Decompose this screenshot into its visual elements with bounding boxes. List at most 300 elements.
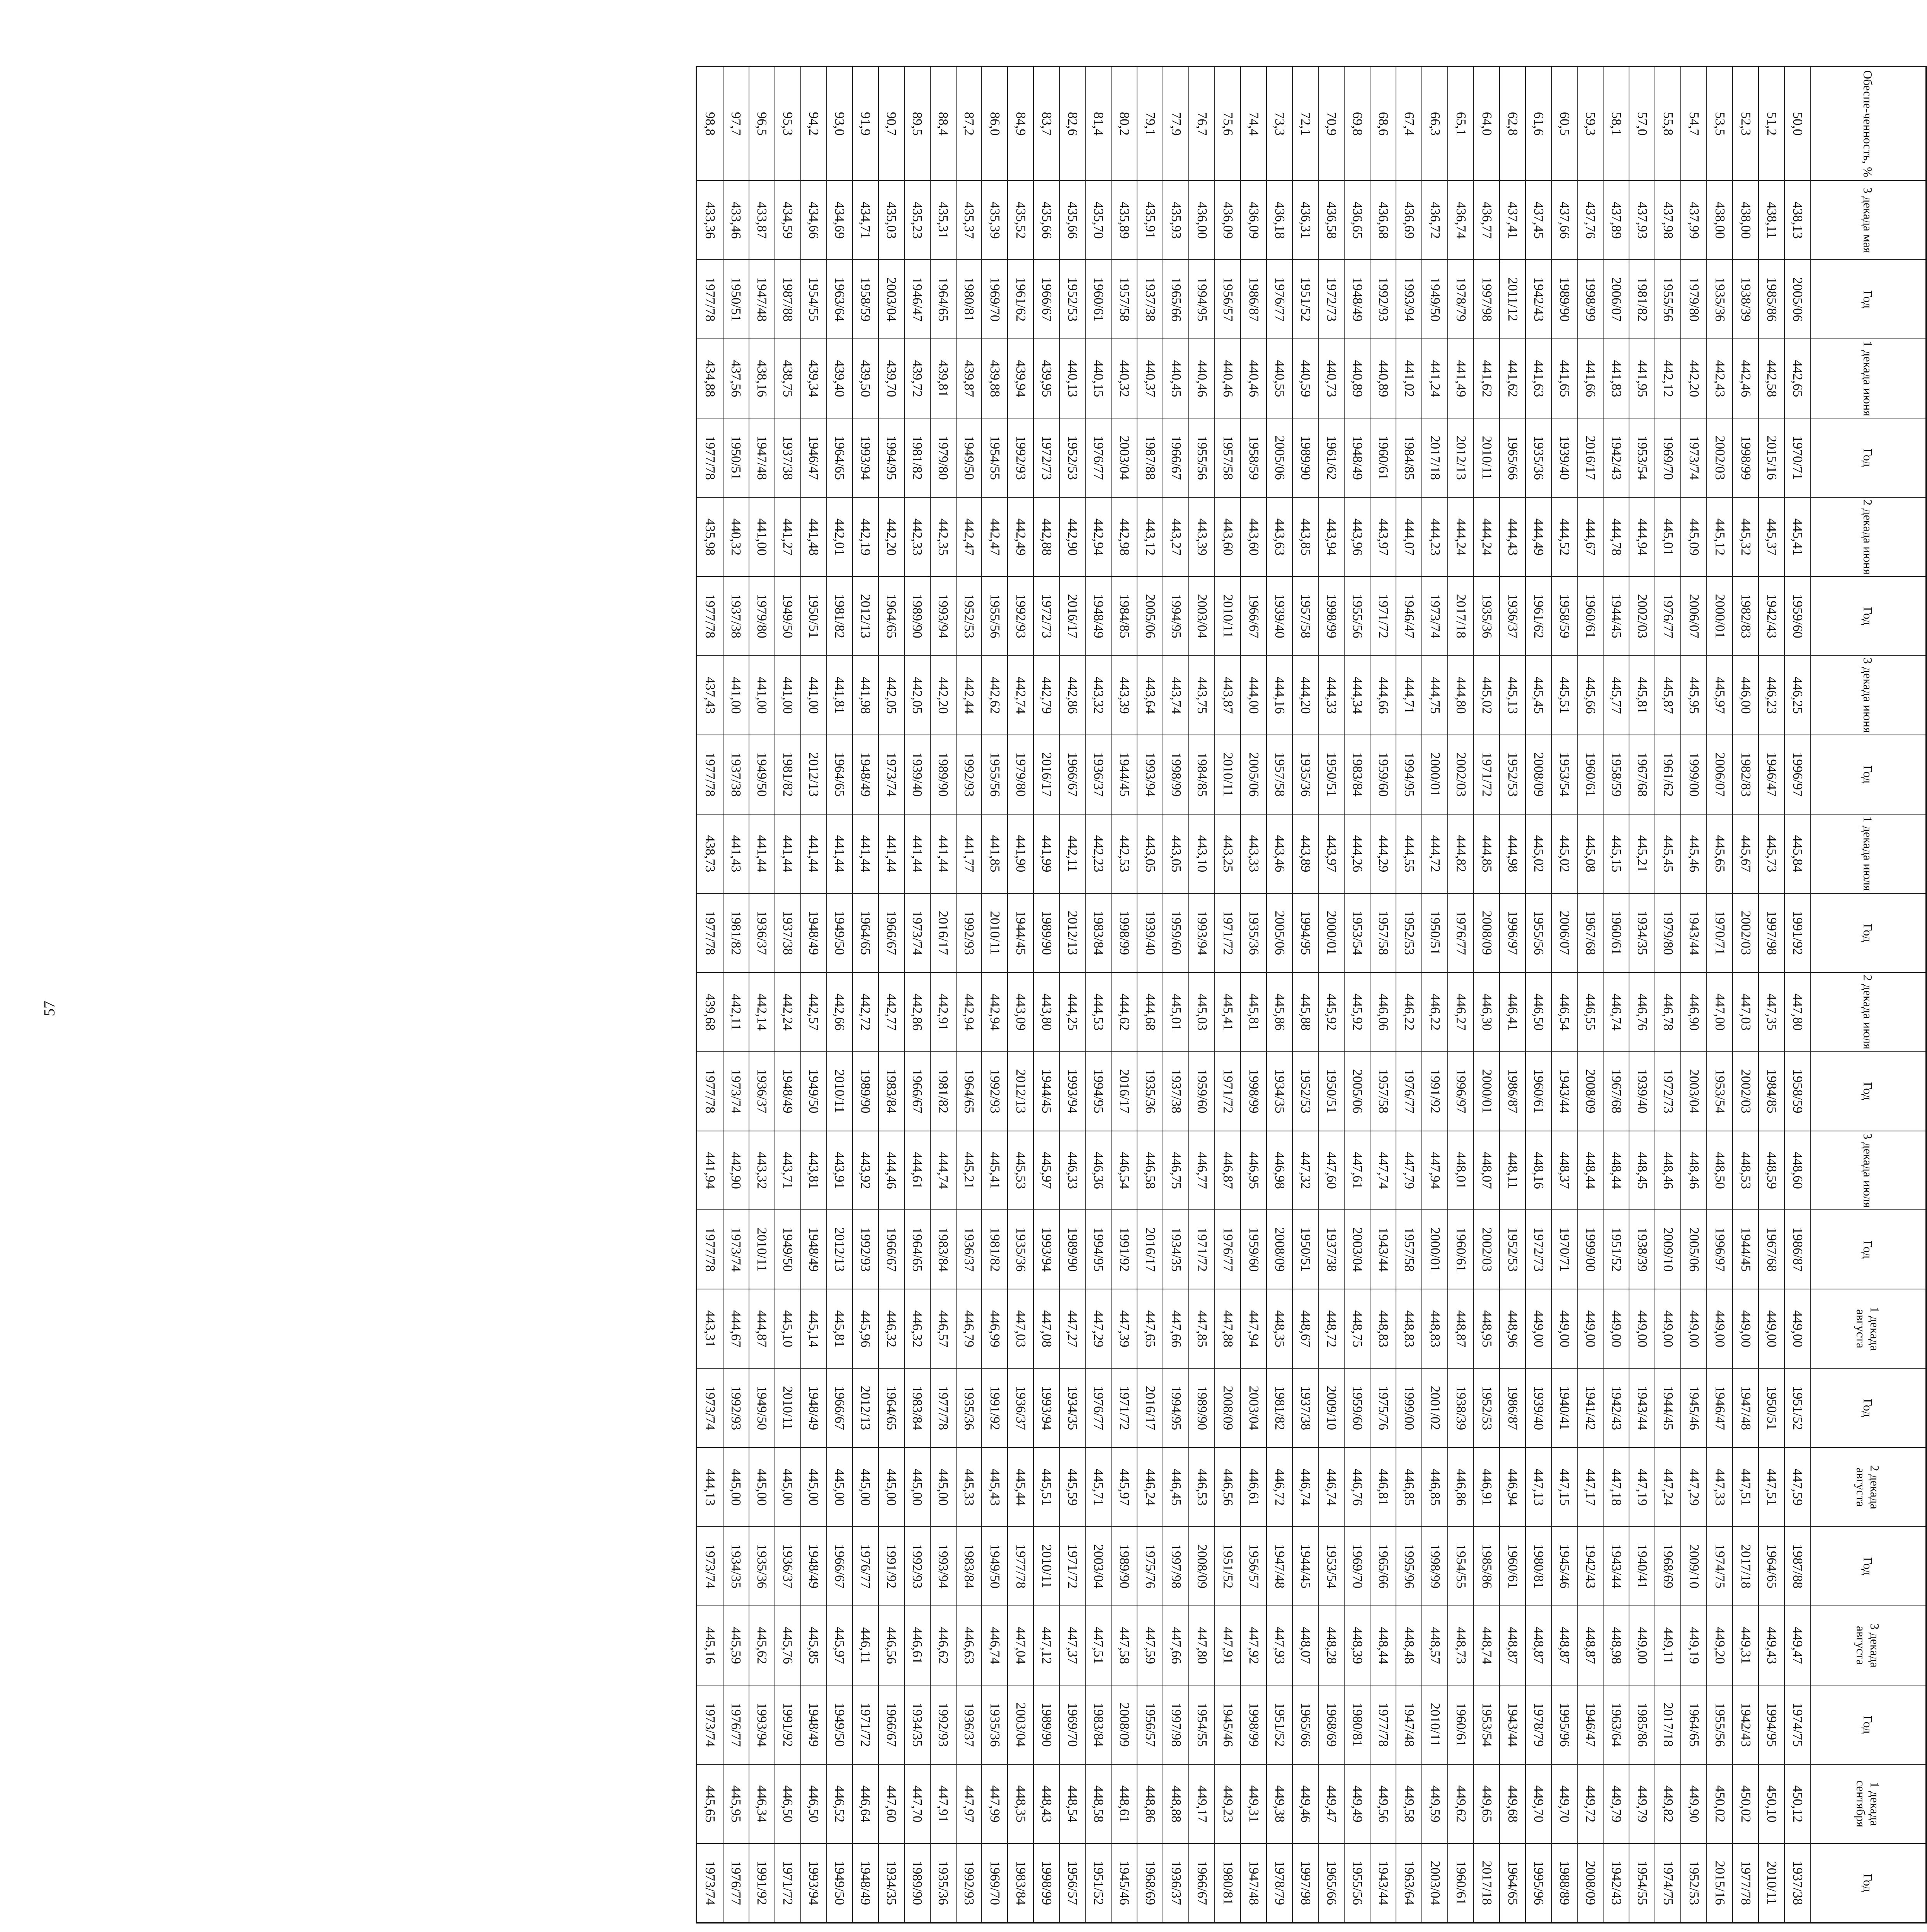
year-cell: 1992/93 [930, 1685, 956, 1764]
level-cell: 445,85 [801, 1606, 827, 1685]
year-cell: 1954/55 [1448, 1527, 1474, 1606]
probability-cell: 52,3 [1733, 66, 1758, 180]
level-cell: 437,66 [1551, 180, 1577, 260]
level-cell: 444,78 [1603, 497, 1629, 577]
year-cell: 1989/90 [1292, 418, 1318, 497]
year-cell: 1965/66 [1163, 260, 1189, 339]
level-cell: 447,74 [1370, 1131, 1396, 1210]
level-cell: 438,13 [1784, 180, 1810, 260]
level-cell: 445,46 [1681, 814, 1707, 893]
year-cell: 1993/94 [1033, 1210, 1059, 1289]
table-row [723, 66, 749, 1923]
year-cell: 1986/87 [1241, 260, 1267, 339]
level-cell: 445,51 [1033, 1447, 1059, 1527]
year-cell: 1935/36 [956, 1368, 982, 1447]
level-cell: 449,00 [1707, 1289, 1733, 1368]
year-cell: 2005/06 [1784, 260, 1810, 339]
year-cell: 1991/92 [749, 1844, 775, 1923]
level-cell: 444,85 [1474, 814, 1500, 893]
level-cell: 444,80 [1448, 656, 1474, 735]
table-row [827, 66, 853, 1923]
table-row [1500, 66, 1525, 1923]
year-cell: 1940/41 [1551, 1368, 1577, 1447]
column-header: Год [1810, 735, 1926, 814]
year-cell: 1991/92 [878, 1527, 904, 1606]
year-cell: 2008/09 [1111, 1685, 1137, 1764]
year-cell: 1955/56 [1189, 418, 1215, 497]
level-cell: 445,87 [1655, 656, 1681, 735]
year-cell: 1950/51 [723, 260, 749, 339]
year-cell: 1999/00 [1681, 735, 1707, 814]
level-cell: 448,83 [1422, 1289, 1448, 1368]
table-row [1603, 66, 1629, 1923]
level-cell: 447,51 [1085, 1606, 1111, 1685]
year-cell: 1948/49 [801, 893, 827, 973]
level-cell: 449,59 [1422, 1764, 1448, 1844]
level-cell: 446,63 [956, 1606, 982, 1685]
level-cell: 449,58 [1396, 1764, 1422, 1844]
year-cell: 2005/06 [1267, 418, 1292, 497]
year-cell: 1980/81 [1525, 1527, 1551, 1606]
year-cell: 1958/59 [1784, 1052, 1810, 1131]
year-cell: 1983/84 [904, 1368, 930, 1447]
level-cell: 442,20 [930, 656, 956, 735]
year-cell: 1949/50 [956, 418, 982, 497]
level-cell: 445,21 [956, 1131, 982, 1210]
level-cell: 442,57 [801, 973, 827, 1052]
year-cell: 1997/98 [1163, 1527, 1189, 1606]
year-cell: 1997/98 [1758, 893, 1784, 973]
probability-cell: 57,0 [1629, 66, 1655, 180]
level-cell: 437,98 [1655, 180, 1681, 260]
year-cell: 1948/49 [801, 1368, 827, 1447]
year-cell: 1997/98 [1292, 1844, 1318, 1923]
level-cell: 440,73 [1318, 339, 1344, 418]
year-cell: 1977/78 [1370, 1685, 1396, 1764]
year-cell: 2015/16 [1707, 1844, 1733, 1923]
year-cell: 1973/74 [1681, 418, 1707, 497]
column-header: Год [1810, 418, 1926, 497]
year-cell: 1991/92 [1111, 1210, 1137, 1289]
level-cell: 449,72 [1577, 1764, 1603, 1844]
year-cell: 1994/95 [1163, 577, 1189, 656]
level-cell: 447,80 [1189, 1606, 1215, 1685]
year-cell: 1944/45 [1008, 893, 1033, 973]
year-cell: 1950/51 [1292, 1210, 1318, 1289]
year-cell: 1964/65 [1500, 1844, 1525, 1923]
level-cell: 445,00 [827, 1447, 853, 1527]
level-cell: 449,00 [1551, 1289, 1577, 1368]
level-cell: 446,76 [1629, 973, 1655, 1052]
level-cell: 448,48 [1396, 1606, 1422, 1685]
level-cell: 449,23 [1215, 1764, 1241, 1844]
level-cell: 444,98 [1500, 814, 1525, 893]
level-cell: 448,67 [1292, 1289, 1318, 1368]
level-cell: 444,75 [1422, 656, 1448, 735]
table-row [1292, 66, 1318, 1923]
year-cell: 1942/43 [1525, 260, 1551, 339]
level-cell: 437,76 [1577, 180, 1603, 260]
year-cell: 2010/11 [982, 893, 1008, 973]
year-cell: 1968/69 [1318, 1685, 1344, 1764]
level-cell: 443,39 [1189, 497, 1215, 577]
level-cell: 442,11 [723, 973, 749, 1052]
level-cell: 443,96 [1344, 497, 1370, 577]
year-cell: 1988/89 [1551, 1844, 1577, 1923]
level-cell: 446,41 [1500, 973, 1525, 1052]
level-cell: 444,55 [1396, 814, 1422, 893]
level-cell: 442,98 [1111, 497, 1137, 577]
year-cell: 1945/46 [1681, 1368, 1707, 1447]
level-cell: 445,00 [930, 1447, 956, 1527]
year-cell: 1971/72 [1111, 1368, 1137, 1447]
probability-cell: 89,5 [904, 66, 930, 180]
year-cell: 1998/99 [1241, 1685, 1267, 1764]
probability-cell: 82,6 [1059, 66, 1085, 180]
year-cell: 2015/16 [1758, 418, 1784, 497]
year-cell: 1966/67 [1241, 577, 1267, 656]
year-cell: 1951/52 [1085, 1844, 1111, 1923]
level-cell: 447,29 [1085, 1289, 1111, 1368]
year-cell: 1937/38 [723, 577, 749, 656]
year-cell: 1957/58 [1267, 735, 1292, 814]
level-cell: 441,83 [1603, 339, 1629, 418]
year-cell: 2002/03 [1474, 1210, 1500, 1289]
level-cell: 441,44 [827, 814, 853, 893]
year-cell: 2017/18 [1448, 577, 1474, 656]
level-cell: 449,00 [1655, 1289, 1681, 1368]
level-cell: 445,62 [749, 1606, 775, 1685]
level-cell: 448,07 [1474, 1131, 1500, 1210]
probability-cell: 93,0 [827, 66, 853, 180]
year-cell: 1985/86 [1758, 260, 1784, 339]
year-cell: 1946/47 [1707, 1368, 1733, 1447]
level-cell: 447,39 [1111, 1289, 1137, 1368]
table-row [696, 66, 723, 1923]
level-cell: 445,15 [1603, 814, 1629, 893]
year-cell: 1981/82 [1629, 260, 1655, 339]
level-cell: 445,08 [1577, 814, 1603, 893]
level-cell: 443,75 [1189, 656, 1215, 735]
probability-cell: 81,4 [1085, 66, 1111, 180]
year-cell: 1943/44 [1370, 1844, 1396, 1923]
year-cell: 1954/55 [1629, 1844, 1655, 1923]
year-cell: 2006/07 [1551, 893, 1577, 973]
level-cell: 437,45 [1525, 180, 1551, 260]
year-cell: 1976/77 [1396, 1052, 1422, 1131]
year-cell: 1981/82 [982, 1210, 1008, 1289]
level-cell: 442,94 [982, 973, 1008, 1052]
level-cell: 446,55 [1577, 973, 1603, 1052]
year-cell: 1942/43 [1603, 1844, 1629, 1923]
year-cell: 1958/59 [853, 260, 878, 339]
level-cell: 446,94 [1500, 1447, 1525, 1527]
year-cell: 1964/65 [827, 418, 853, 497]
year-cell: 1951/52 [1292, 260, 1318, 339]
year-cell: 2002/03 [1733, 893, 1758, 973]
level-cell: 441,00 [775, 656, 801, 735]
year-cell: 1981/82 [827, 577, 853, 656]
level-cell: 446,61 [904, 1606, 930, 1685]
level-cell: 443,97 [1370, 497, 1396, 577]
level-cell: 445,00 [801, 1447, 827, 1527]
level-cell: 434,88 [696, 339, 723, 418]
year-cell: 2008/09 [1577, 1052, 1603, 1131]
year-cell: 1972/73 [1318, 260, 1344, 339]
year-cell: 1964/65 [878, 577, 904, 656]
year-cell: 1957/58 [1370, 893, 1396, 973]
level-cell: 446,74 [1603, 973, 1629, 1052]
year-cell: 1937/38 [775, 893, 801, 973]
level-cell: 441,44 [930, 814, 956, 893]
probability-cell: 67,4 [1396, 66, 1422, 180]
level-cell: 442,88 [1033, 497, 1059, 577]
year-cell: 1946/47 [801, 418, 827, 497]
year-cell: 1993/94 [1033, 1368, 1059, 1447]
year-cell: 1993/94 [1059, 1052, 1085, 1131]
level-cell: 441,99 [1033, 814, 1059, 893]
year-cell: 2006/07 [1681, 577, 1707, 656]
year-cell: 1966/67 [1059, 735, 1085, 814]
year-cell: 1966/67 [904, 1052, 930, 1131]
year-cell: 2003/04 [1111, 418, 1137, 497]
year-cell: 2017/18 [1422, 418, 1448, 497]
level-cell: 445,01 [1655, 497, 1681, 577]
level-cell: 443,39 [1111, 656, 1137, 735]
year-cell: 1959/60 [1784, 577, 1810, 656]
level-cell: 445,97 [1111, 1447, 1137, 1527]
year-cell: 1943/44 [1370, 1210, 1396, 1289]
year-cell: 1967/68 [1758, 1210, 1784, 1289]
level-cell: 446,54 [1551, 973, 1577, 1052]
year-cell: 1959/60 [1189, 1052, 1215, 1131]
level-cell: 438,16 [749, 339, 775, 418]
year-cell: 1935/36 [1241, 893, 1267, 973]
year-cell: 1957/58 [1396, 1210, 1422, 1289]
page-number-text: 57 [41, 1001, 58, 1016]
probability-cell: 83,7 [1033, 66, 1059, 180]
year-cell: 1965/66 [1370, 1527, 1396, 1606]
level-cell: 442,90 [1059, 497, 1085, 577]
level-cell: 446,86 [1448, 1447, 1474, 1527]
table-row [1629, 66, 1655, 1923]
level-cell: 437,99 [1681, 180, 1707, 260]
column-header: 2 декада июня [1810, 497, 1926, 577]
level-cell: 437,41 [1500, 180, 1525, 260]
probability-cell: 69,8 [1344, 66, 1370, 180]
level-cell: 443,32 [1085, 656, 1111, 735]
year-cell: 1993/94 [1189, 893, 1215, 973]
level-cell: 437,56 [723, 339, 749, 418]
year-cell: 1937/38 [723, 735, 749, 814]
level-cell: 434,69 [827, 180, 853, 260]
year-cell: 1937/38 [1784, 1844, 1810, 1923]
year-cell: 1973/74 [696, 1368, 723, 1447]
column-header: Год [1810, 260, 1926, 339]
level-cell: 445,41 [1784, 497, 1810, 577]
probability-cell: 73,3 [1267, 66, 1292, 180]
year-cell: 2002/03 [1707, 418, 1733, 497]
year-cell: 1995/96 [1396, 1527, 1422, 1606]
level-cell: 439,72 [904, 339, 930, 418]
year-cell: 1983/84 [1008, 1844, 1033, 1923]
year-cell: 1953/54 [1551, 735, 1577, 814]
level-cell: 444,82 [1448, 814, 1474, 893]
year-cell: 1971/72 [1059, 1527, 1085, 1606]
year-cell: 1966/67 [1163, 418, 1189, 497]
level-cell: 445,14 [801, 1289, 827, 1368]
year-cell: 2010/11 [1758, 1844, 1784, 1923]
level-cell: 436,09 [1241, 180, 1267, 260]
year-cell: 2009/10 [1655, 1210, 1681, 1289]
year-cell: 1977/78 [696, 1210, 723, 1289]
year-cell: 1952/53 [1396, 893, 1422, 973]
year-cell: 1961/62 [1318, 418, 1344, 497]
level-cell: 442,66 [827, 973, 853, 1052]
year-cell: 2000/01 [1707, 577, 1733, 656]
year-cell: 1961/62 [1008, 260, 1033, 339]
level-cell: 442,47 [956, 497, 982, 577]
level-cell: 441,44 [775, 814, 801, 893]
year-cell: 1934/35 [723, 1527, 749, 1606]
level-cell: 438,11 [1758, 180, 1784, 260]
level-cell: 448,95 [1474, 1289, 1500, 1368]
year-cell: 1979/80 [749, 577, 775, 656]
year-cell: 1938/39 [1448, 1368, 1474, 1447]
year-cell: 1989/90 [1111, 1527, 1137, 1606]
level-cell: 444,46 [878, 1131, 904, 1210]
year-cell: 2012/13 [1448, 418, 1474, 497]
level-cell: 445,92 [1344, 973, 1370, 1052]
year-cell: 2002/03 [1448, 735, 1474, 814]
level-cell: 446,95 [1241, 1131, 1267, 1210]
year-cell: 2012/13 [1059, 893, 1085, 973]
year-cell: 1952/53 [1292, 1052, 1318, 1131]
level-cell: 448,87 [1448, 1289, 1474, 1368]
level-cell: 446,81 [1370, 1447, 1396, 1527]
level-cell: 435,23 [904, 180, 930, 260]
year-cell: 1961/62 [1525, 577, 1551, 656]
level-cell: 448,43 [1033, 1764, 1059, 1844]
level-cell: 435,98 [696, 497, 723, 577]
year-cell: 2010/11 [749, 1210, 775, 1289]
year-cell: 2000/01 [1318, 893, 1344, 973]
year-cell: 1960/61 [1085, 260, 1111, 339]
level-cell: 449,56 [1370, 1764, 1396, 1844]
level-cell: 442,20 [1681, 339, 1707, 418]
level-cell: 441,00 [749, 656, 775, 735]
year-cell: 1969/70 [1344, 1527, 1370, 1606]
probability-cell: 95,3 [775, 66, 801, 180]
level-cell: 445,00 [878, 1447, 904, 1527]
table-row [1033, 66, 1059, 1923]
level-cell: 436,68 [1370, 180, 1396, 260]
table-row [1422, 66, 1448, 1923]
level-cell: 447,97 [956, 1764, 982, 1844]
year-cell: 1960/61 [1448, 1844, 1474, 1923]
level-cell: 447,91 [930, 1764, 956, 1844]
year-cell: 1959/60 [1370, 735, 1396, 814]
level-cell: 442,23 [1085, 814, 1111, 893]
year-cell: 1948/49 [801, 1527, 827, 1606]
level-cell: 440,15 [1085, 339, 1111, 418]
year-cell: 1977/78 [696, 735, 723, 814]
year-cell: 1996/97 [1707, 1210, 1733, 1289]
column-header: Год [1810, 1368, 1926, 1447]
level-cell: 447,00 [1707, 973, 1733, 1052]
level-cell: 445,96 [853, 1289, 878, 1368]
level-cell: 448,50 [1707, 1131, 1733, 1210]
level-cell: 443,25 [1215, 814, 1241, 893]
year-cell: 2001/02 [1422, 1368, 1448, 1447]
year-cell: 2010/11 [1215, 735, 1241, 814]
level-cell: 443,63 [1267, 497, 1292, 577]
year-cell: 1967/68 [1629, 735, 1655, 814]
level-cell: 441,49 [1448, 339, 1474, 418]
level-cell: 438,00 [1733, 180, 1758, 260]
level-cell: 445,13 [1500, 656, 1525, 735]
level-cell: 441,00 [723, 656, 749, 735]
year-cell: 1937/38 [1318, 1210, 1344, 1289]
level-cell: 442,14 [749, 973, 775, 1052]
year-cell: 1993/94 [930, 577, 956, 656]
year-cell: 1956/57 [1215, 260, 1241, 339]
level-cell: 450,02 [1707, 1764, 1733, 1844]
level-cell: 448,60 [1784, 1131, 1810, 1210]
level-cell: 447,18 [1603, 1447, 1629, 1527]
year-cell: 1982/83 [1733, 577, 1758, 656]
level-cell: 446,72 [1267, 1447, 1292, 1527]
level-cell: 445,88 [1292, 973, 1318, 1052]
level-cell: 448,96 [1500, 1289, 1525, 1368]
year-cell: 1971/72 [853, 1685, 878, 1764]
level-cell: 444,62 [1111, 973, 1137, 1052]
level-cell: 439,34 [801, 339, 827, 418]
year-cell: 1981/82 [723, 893, 749, 973]
level-cell: 438,75 [775, 339, 801, 418]
level-cell: 449,00 [1603, 1289, 1629, 1368]
level-cell: 441,43 [723, 814, 749, 893]
column-header: 1 декада июня [1810, 339, 1926, 418]
year-cell: 2000/01 [1474, 1052, 1500, 1131]
probability-cell: 53,5 [1707, 66, 1733, 180]
level-cell: 442,65 [1784, 339, 1810, 418]
year-cell: 1977/78 [930, 1368, 956, 1447]
table-row [1267, 66, 1292, 1923]
level-cell: 445,02 [1525, 814, 1551, 893]
table-row [801, 66, 827, 1923]
level-cell: 441,00 [749, 497, 775, 577]
level-cell: 444,26 [1344, 814, 1370, 893]
year-cell: 1935/36 [930, 1844, 956, 1923]
year-cell: 2003/04 [1422, 1844, 1448, 1923]
year-cell: 1997/98 [1474, 260, 1500, 339]
level-cell: 443,32 [749, 1131, 775, 1210]
level-cell: 435,91 [1137, 180, 1163, 260]
column-header: Год [1810, 577, 1926, 656]
level-cell: 446,74 [1292, 1447, 1318, 1527]
level-cell: 443,33 [1241, 814, 1267, 893]
level-cell: 443,81 [801, 1131, 827, 1210]
probability-cell: 66,3 [1422, 66, 1448, 180]
year-cell: 2009/10 [1318, 1368, 1344, 1447]
level-cell: 441,63 [1525, 339, 1551, 418]
year-cell: 1971/72 [1215, 893, 1241, 973]
year-cell: 2016/17 [1137, 1368, 1163, 1447]
level-cell: 447,13 [1525, 1447, 1551, 1527]
level-cell: 447,32 [1292, 1131, 1318, 1210]
year-cell: 2008/09 [1577, 1844, 1603, 1923]
